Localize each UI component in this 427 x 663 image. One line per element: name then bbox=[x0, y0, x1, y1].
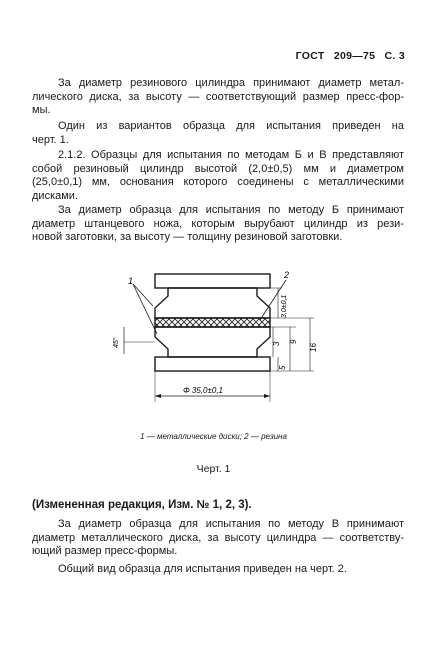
paragraph-2 bbox=[32, 120, 404, 147]
dim-16: 16 bbox=[309, 343, 318, 352]
text-line: 2.1.2. Образцы для испытания по методам Б и В представляют bbox=[58, 149, 404, 161]
paragraph-3 bbox=[32, 149, 404, 203]
text-line: (Измененная редакция, Изм. № 1, 2, 3). bbox=[32, 499, 252, 511]
text-line: собой резиновый цилиндр высотой (2,0±0,5) мм и диаметром bbox=[32, 162, 404, 175]
text-line: За диаметр резинового цилиндра принимают диаметр метал- bbox=[58, 77, 404, 89]
label-2: 2 bbox=[284, 270, 290, 280]
angle-label: 45° bbox=[113, 337, 120, 348]
text-line: черт. 1. bbox=[32, 133, 69, 146]
text-line: диаметр штанцевого ножа, которым вырубают цилиндр из рези- bbox=[32, 217, 404, 230]
text-line: За диаметр образца для испытания по методу Б принимают bbox=[58, 204, 404, 216]
text-line: новой заготовки, за высоту — толщину резиновой заготовки. bbox=[32, 231, 343, 243]
figure-caption: Черт. 1 bbox=[196, 463, 231, 475]
paragraph-5 bbox=[32, 499, 404, 513]
standard-label: ГОСТ bbox=[295, 50, 325, 62]
page-number: С. 3 bbox=[384, 50, 405, 62]
dim-rubber-height: 3,0±0,1 bbox=[281, 294, 288, 318]
figure-1-drawing bbox=[100, 262, 340, 422]
dim-5: 5 bbox=[278, 365, 287, 370]
bottom-flange bbox=[155, 357, 270, 371]
dim-9: 9 bbox=[289, 339, 298, 344]
dim-diameter: Φ 35,0±0,1 bbox=[183, 386, 223, 395]
text-line: (25,0±0,1) мм, основания которого соединены с металлическими bbox=[32, 176, 404, 188]
page-header bbox=[290, 50, 405, 62]
top-flange bbox=[155, 274, 270, 288]
paragraph-6 bbox=[32, 518, 404, 559]
rubber-layer bbox=[155, 318, 270, 327]
paragraph-4 bbox=[32, 204, 404, 245]
standard-number: 209—75 bbox=[333, 50, 376, 62]
text-line: ющий размер пресс-формы. bbox=[32, 545, 178, 557]
text-line: дисками. bbox=[32, 189, 78, 202]
upper-disk bbox=[155, 288, 270, 318]
text-line: мы. bbox=[32, 104, 51, 116]
paragraph-1 bbox=[32, 77, 404, 118]
lower-disk bbox=[155, 327, 270, 357]
text-line: Один из вариантов образца для испытания приведен на bbox=[58, 120, 404, 132]
text-line: диаметр металлического диска, за высоту цилиндра — соответству- bbox=[32, 531, 404, 544]
paragraph-7 bbox=[32, 563, 404, 577]
text-line: Общий вид образца для испытания приведен на черт. 2. bbox=[58, 563, 347, 575]
dim-3: 3 bbox=[272, 341, 281, 346]
text-line: лического диска, за высоту — соответствующий размер пресс-фор- bbox=[32, 90, 404, 103]
text-line: За диаметр образца для испытания по методу В принимают bbox=[58, 518, 404, 530]
label-1: 1 bbox=[128, 276, 134, 286]
figure-legend: 1 — металлические диски; 2 — резина bbox=[140, 432, 287, 441]
